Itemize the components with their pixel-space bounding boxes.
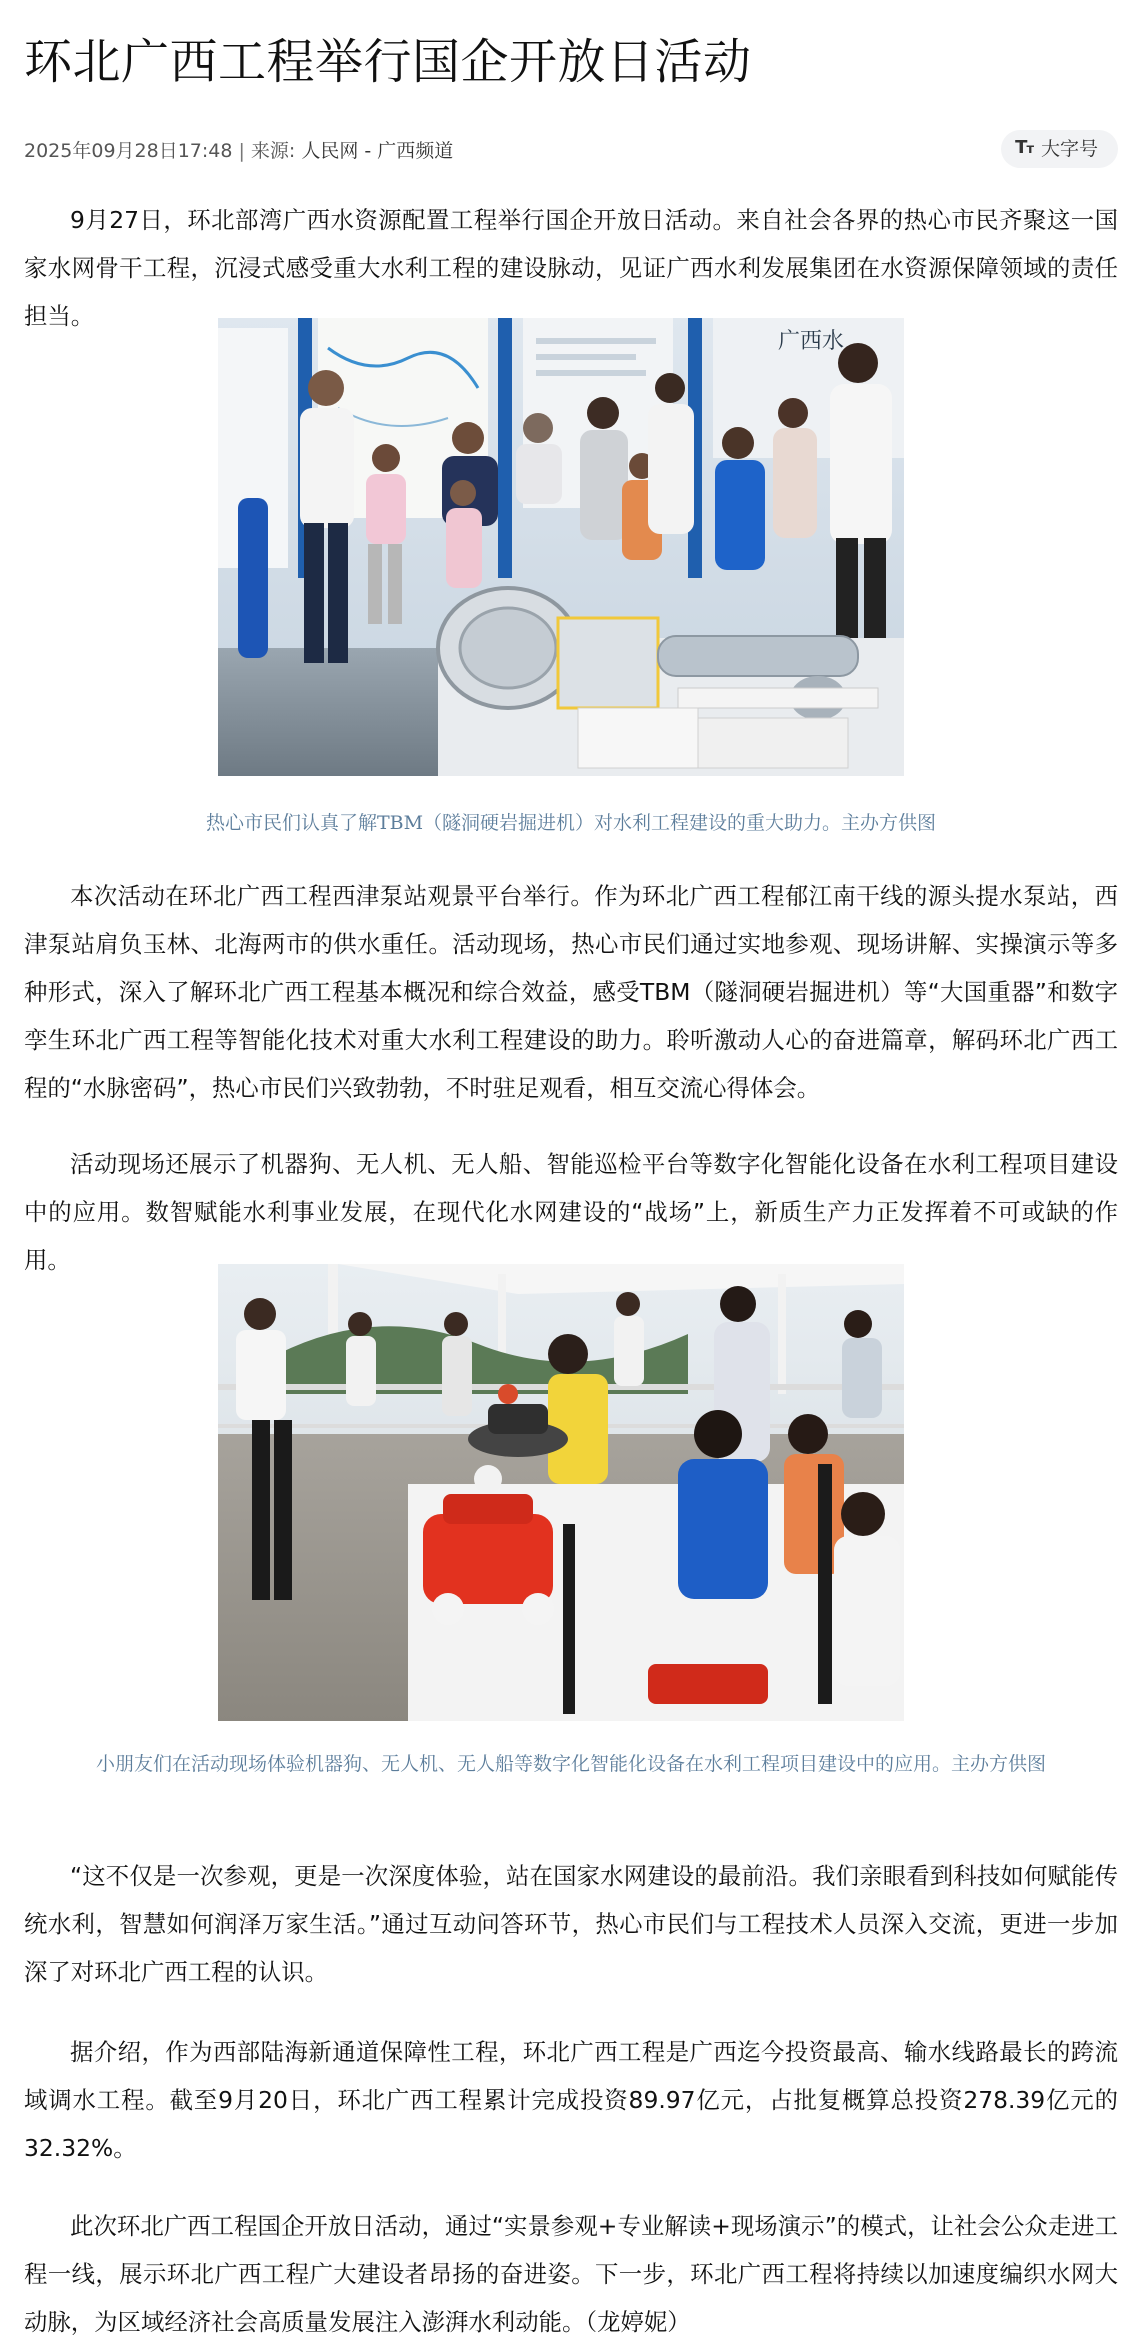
meta-separator: | (238, 140, 245, 162)
article-title: 环北广西工程举行国企开放日活动 (24, 34, 752, 90)
paragraph-6: 此次环北广西工程国企开放日活动，通过“实景参观+专业解读+现场演示”的模式，让社会公众走进工程一线，展示环北广西工程广大建设者昂扬的奋进姿。下一步，环北广西工程将持续以加速度编织水网大动脉，为区域经济社会高质量发展注入澎湃水利动能。（龙婷妮） (24, 2212, 1118, 2336)
photo-caption-2: 小朋友们在活动现场体验机器狗、无人机、无人船等数字化智能化设备在水利工程项目建设中的应用。主办方供图 (95, 1753, 1046, 1775)
paragraph-1: 9月27日，环北部湾广西水资源配置工程举行国企开放日活动。来自社会各界的热心市民齐聚这一国家水网骨干工程，沉浸式感受重大水利工程的建设脉动，见证广西水利发展集团在水资源保障领域的责任担当。 (24, 206, 1118, 330)
paragraph-2: 本次活动在环北广西工程西津泵站观景平台举行。作为环北广西工程郁江南干线的源头提水泵站，西津泵站肩负玉林、北海两市的供水重任。活动现场，热心市民们通过实地参观、现场讲解、实操演示等多种形式，深入了解环北广西工程基本概况和综合效益，感受TBM（隧洞硬岩掘进机）等“大国重器”和数字孪生环北广西工程等智能化技术对重大水利工程建设的助力。聆听激动人心的奋进篇章，解码环北广西工程的“水脉密码”，热心市民们兴致勃勃，不时驻足观看，相互交流心得体会。 (24, 882, 1118, 1102)
paragraph-5: 据介绍，作为西部陆海新通道保障性工程，环北广西工程是广西迄今投资最高、输水线路最长的跨流域调水工程。截至9月20日，环北广西工程累计完成投资89.97亿元，占批复概算总投资278.39亿元的32.32%。 (24, 2038, 1118, 2162)
svg-text:广西水: 广西水 (778, 329, 845, 354)
large-font-label: 大字号 (1040, 138, 1098, 160)
publish-datetime: 2025年09月28日17:48 (24, 140, 233, 162)
paragraph-4: “这不仅是一次参观，更是一次深度体验，站在国家水网建设的最前沿。我们亲眼看到科技如何赋能传统水利，智慧如何润泽万家生活。”通过互动问答环节，热心市民们与工程技术人员深入交流，更进一步加深了对环北广西工程的认识。 (24, 1862, 1118, 1986)
paragraph-3: 活动现场还展示了机器狗、无人机、无人船、智能巡检平台等数字化智能化设备在水利工程项目建设中的应用。数智赋能水利事业发展，在现代化水网建设的“战场”上，新质生产力正发挥着不可或缺的作用。 (24, 1150, 1118, 1274)
photo-children-drones (218, 1264, 904, 1721)
photo-visitors-tbm-model (218, 318, 904, 776)
font-size-icon: Tт (1015, 137, 1033, 158)
photo-children-drones-image (218, 1264, 904, 1721)
source-link[interactable]: 人民网 - 广西频道 (301, 140, 454, 162)
photo-caption-1: 热心市民们认真了解TBM（隧洞硬岩掘进机）对水利工程建设的重大助力。主办方供图 (205, 812, 937, 834)
photo-visitors-tbm-model-image (218, 318, 904, 776)
large-font-button[interactable] (1001, 130, 1118, 168)
article-meta (24, 136, 1118, 166)
source-label: 来源: (250, 140, 296, 162)
